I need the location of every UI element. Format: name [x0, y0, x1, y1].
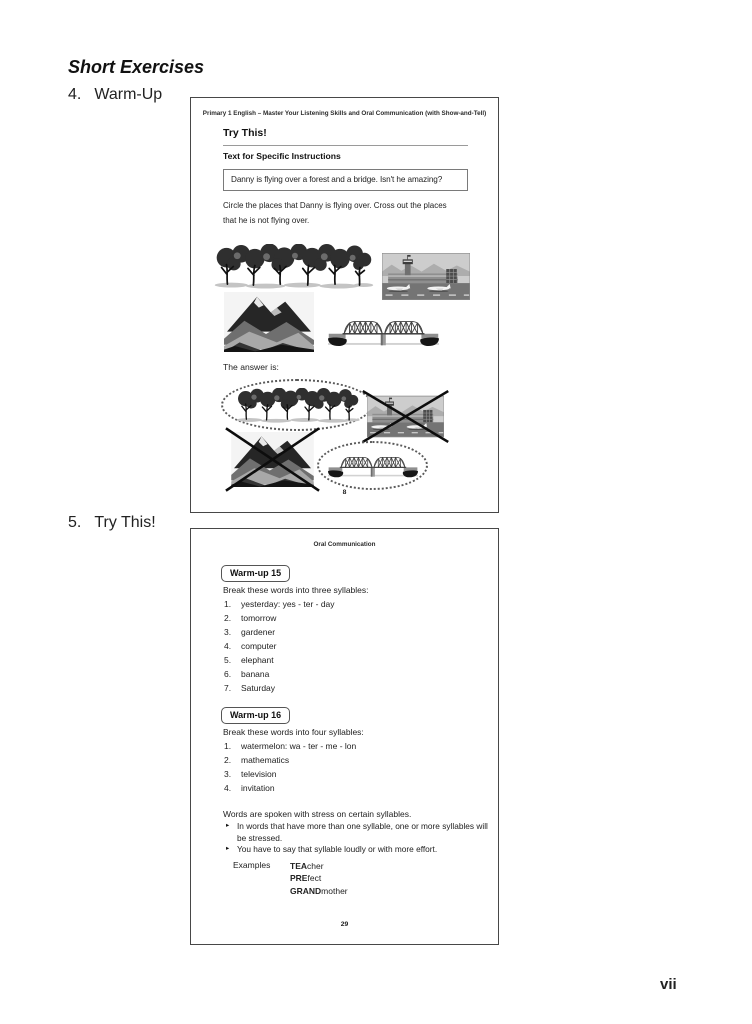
list-item [224, 669, 335, 683]
item-text: Saturday [241, 683, 276, 693]
examples-block [233, 860, 348, 897]
warm-up-16-list [224, 741, 356, 797]
item-number: 4. [224, 641, 232, 651]
bullet-item [226, 843, 490, 855]
list-item [224, 599, 335, 613]
warm-up-16-chip: Warm-up 16 [221, 707, 290, 724]
forest-image [233, 388, 361, 423]
example-word [290, 885, 348, 897]
instructions [223, 199, 447, 228]
instructions-line: Circle the places that Danny is flying over. Cross out the places [223, 201, 447, 210]
warm-up-15-list [224, 599, 335, 697]
warm-up-16-intro: Break these words into four syllables: [223, 727, 364, 737]
sample-page-oral-communication [190, 528, 499, 945]
running-header: Oral Communication [313, 541, 376, 548]
heading-rule [223, 145, 468, 146]
item-text: yesterday: yes - ter - day [241, 599, 335, 609]
mountains-image [224, 292, 314, 352]
rest-of-word: mother [321, 885, 348, 896]
bridge-image [328, 313, 439, 350]
forest-image [211, 244, 374, 289]
sample-page-try-this [190, 97, 499, 513]
list-item [224, 655, 335, 669]
running-header: Primary 1 English – Master Your Listening Skills and Oral Communication (with Show-and-Tell) [202, 110, 487, 117]
answer-forest-circled [221, 379, 373, 431]
list-item [224, 613, 335, 627]
outline-item-try-this [68, 514, 156, 532]
item-text: invitation [241, 783, 275, 793]
answer-label: The answer is: [223, 362, 279, 372]
item-number: 1. [224, 741, 232, 751]
bridge-image [328, 451, 418, 480]
example-word [290, 872, 348, 884]
stressed-syllable: GRAND [290, 885, 322, 896]
item-text: computer [241, 641, 277, 651]
answer-airport-crossed [367, 395, 444, 438]
item-number: 4. [224, 783, 232, 793]
outline-item-label: Warm-Up [94, 86, 163, 103]
list-item [224, 755, 356, 769]
item-number: 7. [224, 683, 232, 693]
item-number: 6. [224, 669, 232, 679]
bullet-item [226, 820, 490, 844]
list-item [224, 683, 335, 697]
page-number: 29 [340, 921, 349, 928]
example-word [290, 860, 348, 872]
warm-up-15-chip: Warm-up 15 [221, 565, 290, 582]
item-text: watermelon: wa - ter - me - lon [241, 741, 357, 751]
rest-of-word: cher [307, 861, 324, 871]
list-item [224, 783, 356, 797]
outline-item-number: 5. [68, 514, 82, 531]
triangle-bullet-icon: ▸ [226, 845, 230, 852]
examples-words [290, 860, 348, 897]
examples-label: Examples [233, 860, 271, 870]
item-text: elephant [241, 655, 274, 665]
stress-intro: Words are spoken with stress on certain syllables. [223, 809, 412, 819]
prompt-box [223, 169, 468, 191]
item-text: mathematics [241, 755, 290, 765]
stressed-syllable: TEA [290, 861, 307, 871]
prompt-text: Danny is flying over a forest and a bridge. Isn't he amazing? [231, 175, 443, 184]
outline-item-warm-up [68, 86, 162, 104]
subheading: Text for Specific Instructions [223, 151, 341, 161]
item-number: 5. [224, 655, 232, 665]
list-item [224, 641, 335, 655]
answer-bridge-circled [317, 441, 428, 490]
item-text: gardener [241, 627, 276, 637]
list-item [224, 769, 356, 783]
rest-of-word: fect [307, 873, 322, 884]
cross-out-mark [361, 390, 450, 443]
bullet-text: In words that have more than one syllable, one or more syllables will be stressed. [237, 821, 488, 843]
item-text: television [241, 769, 277, 779]
page-number: 8 [342, 489, 347, 496]
section-title: Short Exercises [68, 57, 205, 77]
cross-out-mark [224, 427, 321, 492]
try-this-heading: Try This! [223, 127, 267, 139]
list-item [224, 741, 356, 755]
bullet-text: You have to say that syllable loudly or with more effort. [237, 844, 438, 854]
answer-mountains-crossed [230, 432, 315, 487]
item-number: 3. [224, 627, 232, 637]
outline-item-label: Try This! [94, 514, 156, 531]
item-text: banana [241, 669, 270, 679]
instructions-line: that he is not flying over. [223, 215, 310, 225]
item-number: 1. [224, 599, 232, 609]
stressed-syllable: PRE [290, 873, 308, 884]
item-number: 2. [224, 613, 232, 623]
item-number: 2. [224, 755, 232, 765]
item-number: 3. [224, 769, 232, 779]
warm-up-15-intro: Break these words into three syllables: [223, 585, 369, 595]
triangle-bullet-icon: ▸ [226, 822, 230, 829]
airport-image [382, 253, 470, 300]
item-text: tomorrow [241, 613, 277, 623]
folio-page-number: vii [660, 976, 677, 993]
list-item [224, 627, 335, 641]
outline-item-number: 4. [68, 86, 82, 103]
